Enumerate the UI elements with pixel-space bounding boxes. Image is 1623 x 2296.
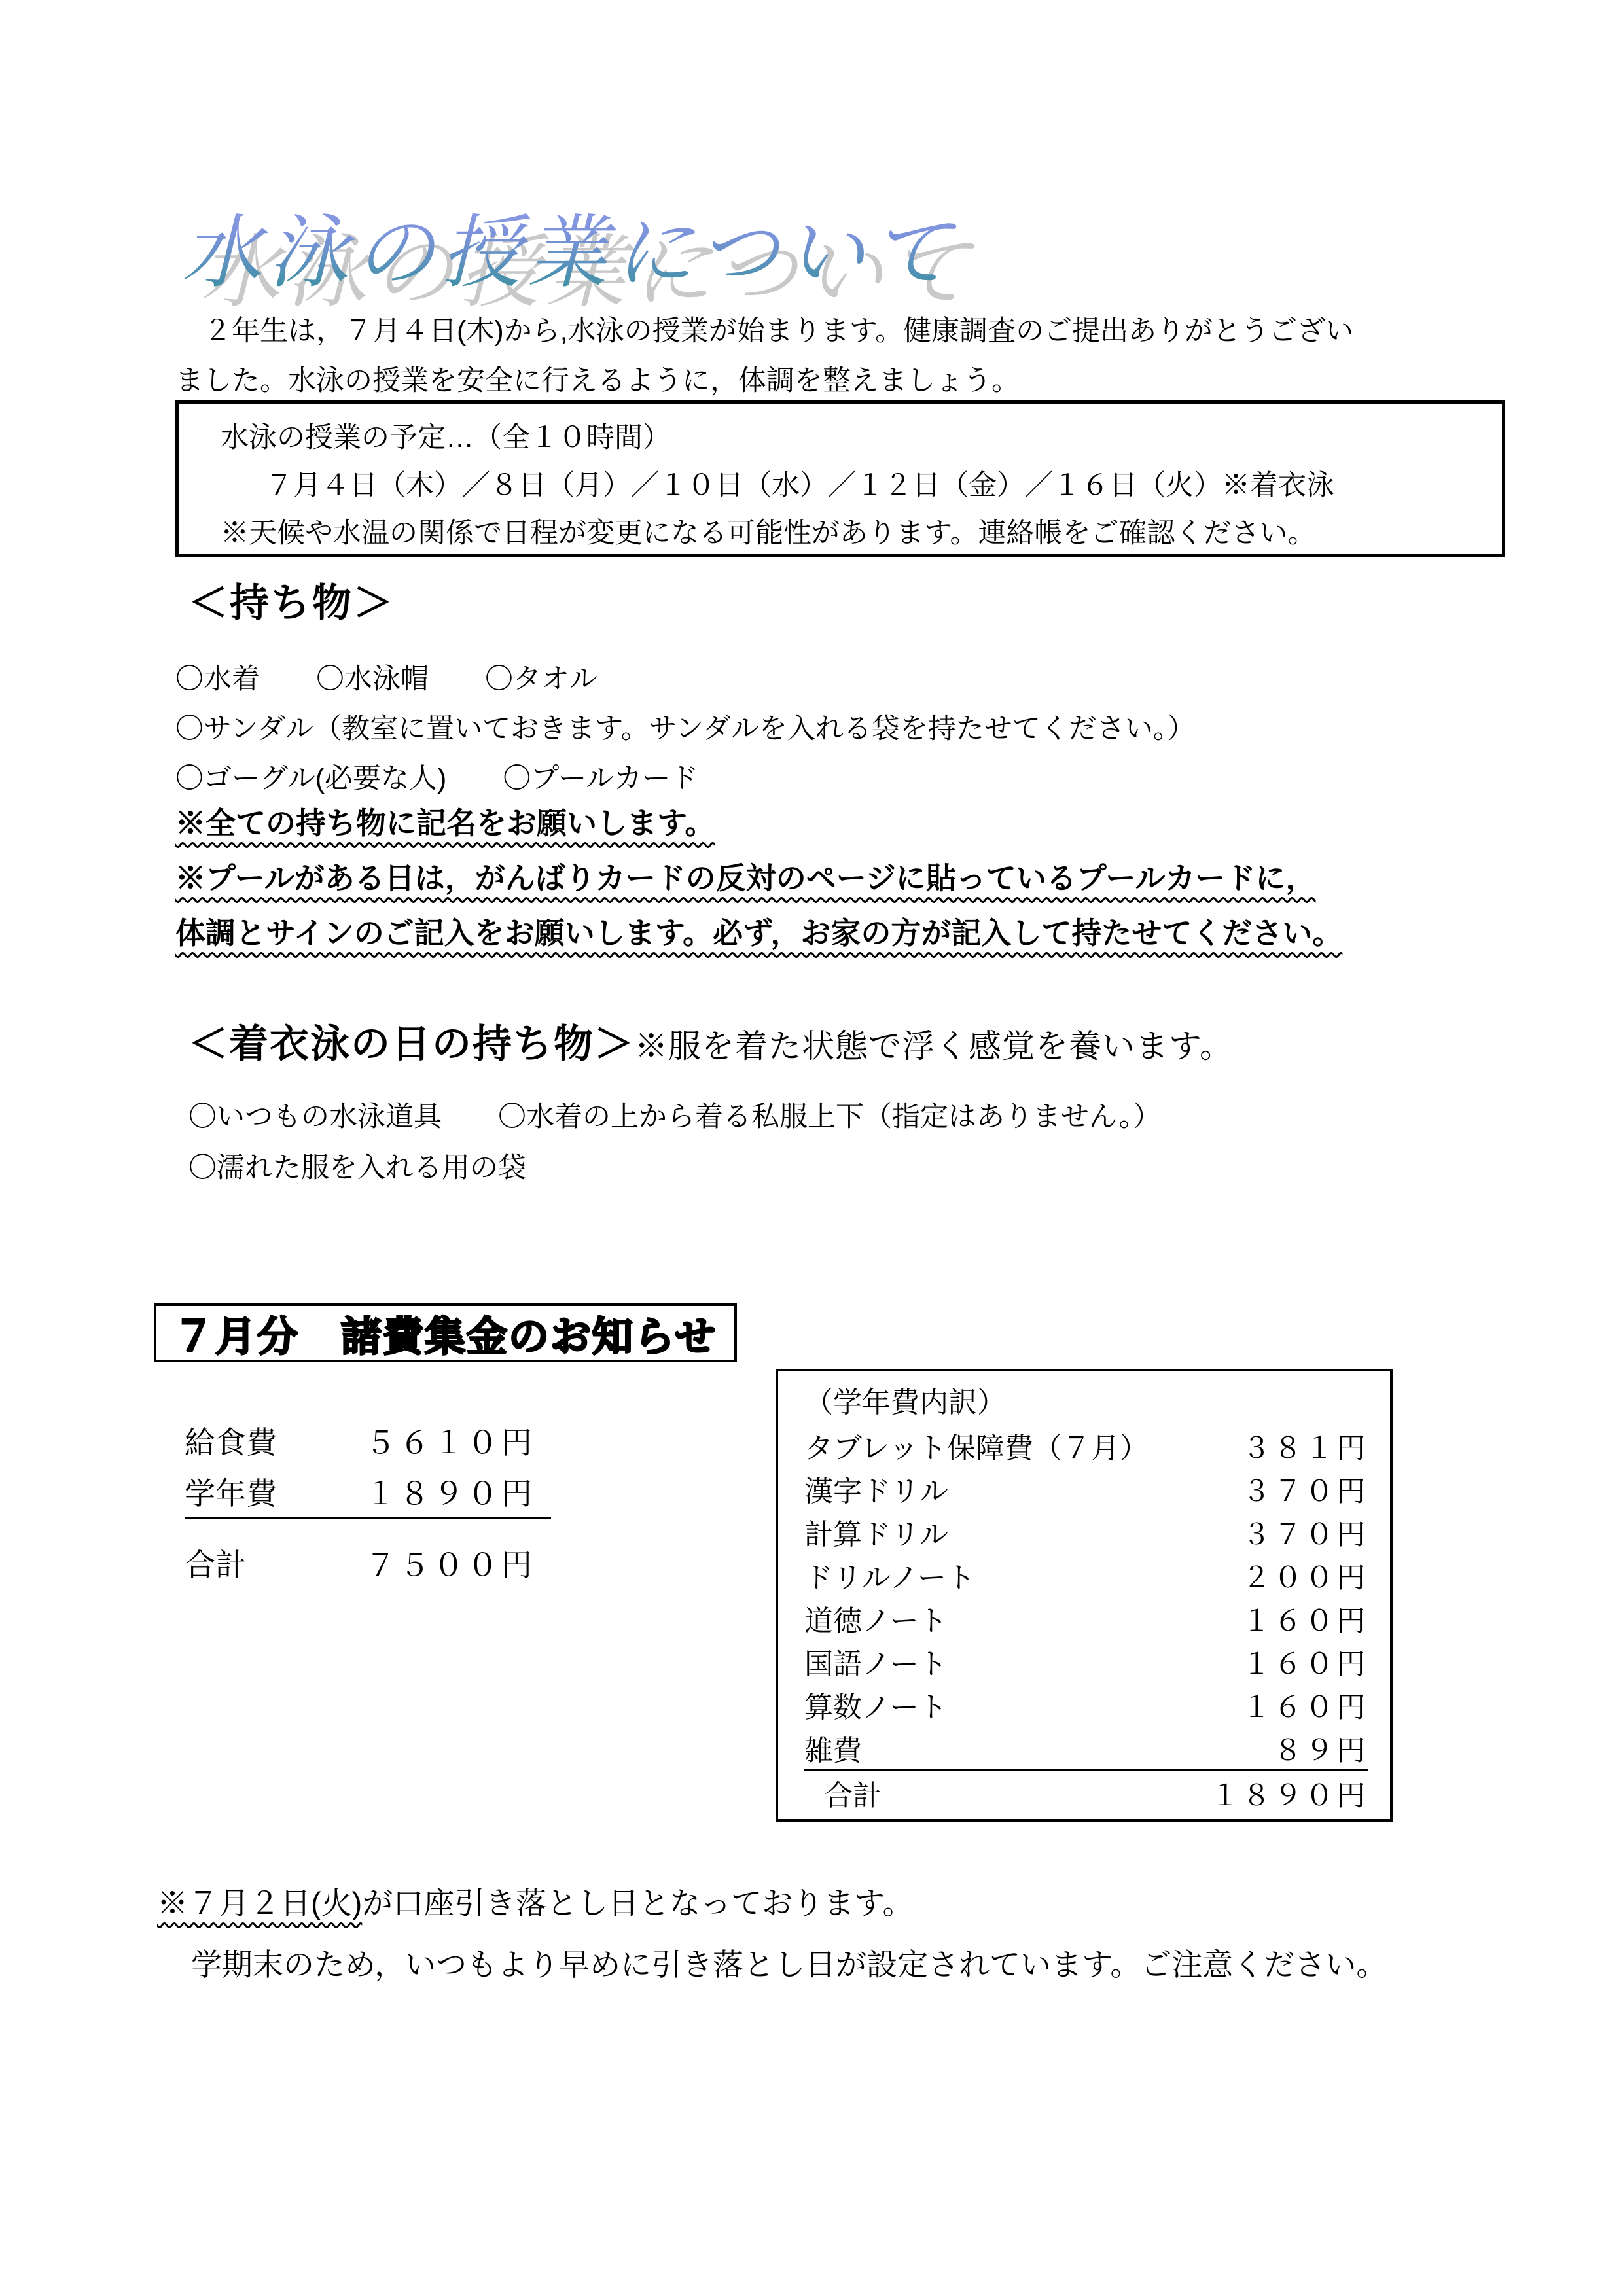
schedule-caution-line: ※天候や水温の関係で日程が変更になる可能性があります。連絡帳をご確認ください。 bbox=[221, 518, 1316, 549]
clothed-swim-item-line-1: 〇いつもの水泳道具 〇水着の上から着る私服上下（指定はありません。） bbox=[188, 1101, 1162, 1133]
fees-banner bbox=[154, 1303, 737, 1362]
clothed-swim-heading bbox=[188, 1013, 1233, 1069]
breakdown-value: ３８１円 bbox=[1242, 1432, 1368, 1464]
fee-summary-row-lunch bbox=[185, 1415, 551, 1466]
schedule-dates-line: ７月４日（木）／８日（月）／１０日（水）／１２日（金）／１６日（火）※着衣泳 bbox=[265, 470, 1334, 501]
fee-summary bbox=[185, 1415, 551, 1588]
clothed-swim-item-line-2: 〇濡れた服を入れる用の袋 bbox=[188, 1152, 526, 1184]
fee-summary-row-total bbox=[185, 1537, 551, 1588]
breakdown-label: 国語ノート bbox=[804, 1648, 948, 1680]
breakdown-label: 漢字ドリル bbox=[804, 1475, 948, 1508]
breakdown-value: １６０円 bbox=[1242, 1691, 1368, 1723]
clothed-swim-heading-title: ＜着衣泳の日の持ち物＞ bbox=[188, 1022, 635, 1066]
breakdown-row-misc bbox=[804, 1726, 1368, 1771]
belongings-note-1: ※全ての持ち物に記名をお願いします。 bbox=[175, 806, 715, 840]
debit-date-wavy: ※７月２日(火) bbox=[157, 1886, 363, 1920]
breakdown-row bbox=[804, 1597, 1368, 1640]
intro-line-1: ２年生は，７月４日(木)から,水泳の授業が始まります。健康調査のご提出ありがとうござい bbox=[175, 315, 1354, 347]
clothed-swim-items bbox=[188, 1091, 1161, 1193]
fee-breakdown-heading: （学年費内訳） bbox=[804, 1386, 1006, 1419]
breakdown-value: １８９０円 bbox=[1211, 1780, 1368, 1812]
clothed-swim-heading-note: ※服を着た状態で浮く感覚を養います。 bbox=[635, 1028, 1233, 1065]
belongings-heading: ＜持ち物＞ bbox=[188, 581, 395, 625]
debit-date-rest: が口座引き落とし日となっております。 bbox=[362, 1886, 914, 1920]
breakdown-value: ８９円 bbox=[1274, 1735, 1368, 1767]
breakdown-label: 合計 bbox=[824, 1780, 882, 1812]
breakdown-label: タブレット保障費（７月） bbox=[804, 1432, 1149, 1464]
breakdown-value: ３７０円 bbox=[1242, 1475, 1368, 1508]
fee-label: 学年費 bbox=[185, 1475, 277, 1511]
breakdown-value: ２００円 bbox=[1242, 1562, 1368, 1594]
breakdown-row bbox=[804, 1553, 1368, 1597]
schedule-plan-line: 水泳の授業の予定…（全１０時間） bbox=[221, 422, 671, 453]
fees-banner-text: ７月分 諸費集金のお知らせ bbox=[173, 1314, 717, 1360]
fee-label: 給食費 bbox=[185, 1424, 277, 1460]
breakdown-row bbox=[804, 1683, 1368, 1726]
breakdown-row bbox=[804, 1640, 1368, 1683]
breakdown-value: ３７０円 bbox=[1242, 1519, 1368, 1551]
debit-date-note bbox=[157, 1873, 1387, 1996]
breakdown-label: 道徳ノート bbox=[804, 1605, 948, 1637]
belongings-item-line-1: 〇水着 〇水泳帽 〇タオル bbox=[175, 663, 597, 695]
fee-summary-row-grade bbox=[185, 1466, 551, 1519]
breakdown-value: １６０円 bbox=[1242, 1648, 1368, 1680]
belongings-item-line-3: 〇ゴーグル(必要な人) 〇プールカード bbox=[175, 763, 699, 794]
belongings-item-line-2: 〇サンダル（教室に置いておきます。サンダルを入れる袋を持たせてください。） bbox=[175, 713, 1196, 745]
breakdown-row bbox=[804, 1510, 1368, 1553]
breakdown-row bbox=[804, 1424, 1368, 1467]
breakdown-label: 雑費 bbox=[804, 1735, 862, 1767]
debit-date-line-1 bbox=[157, 1873, 1387, 1934]
intro-paragraph bbox=[175, 306, 1491, 406]
fee-value: １８９０円 bbox=[365, 1475, 535, 1511]
debit-date-line-2: 学期末のため，いつもより早めに引き落とし日が設定されています。ご注意ください。 bbox=[191, 1947, 1387, 1982]
belongings-note-3: 体調とサインのご記入をお願いします。必ず，お家の方が記入して持たせてください。 bbox=[175, 916, 1343, 950]
fee-value: ７５００円 bbox=[365, 1547, 535, 1582]
breakdown-label: ドリルノート bbox=[804, 1562, 975, 1594]
breakdown-row-total bbox=[804, 1771, 1368, 1814]
fee-breakdown-box bbox=[776, 1369, 1393, 1822]
intro-line-2: ました。水泳の授業を安全に行えるように，体調を整えましょう。 bbox=[175, 365, 1020, 397]
breakdown-label: 計算ドリル bbox=[804, 1519, 948, 1551]
page-title: 水泳の授業について bbox=[182, 188, 958, 303]
fee-label: 合計 bbox=[185, 1547, 246, 1582]
belongings-notes bbox=[175, 796, 1342, 961]
breakdown-row bbox=[804, 1467, 1368, 1510]
belongings-note-2: ※プールがある日は，がんばりカードの反対のページに貼っているプールカードに， bbox=[175, 861, 1316, 895]
breakdown-label: 算数ノート bbox=[804, 1691, 948, 1723]
belongings-items bbox=[175, 654, 1195, 804]
fee-value: ５６１０円 bbox=[365, 1424, 535, 1460]
breakdown-value: １６０円 bbox=[1242, 1605, 1368, 1637]
schedule-box bbox=[175, 400, 1505, 557]
